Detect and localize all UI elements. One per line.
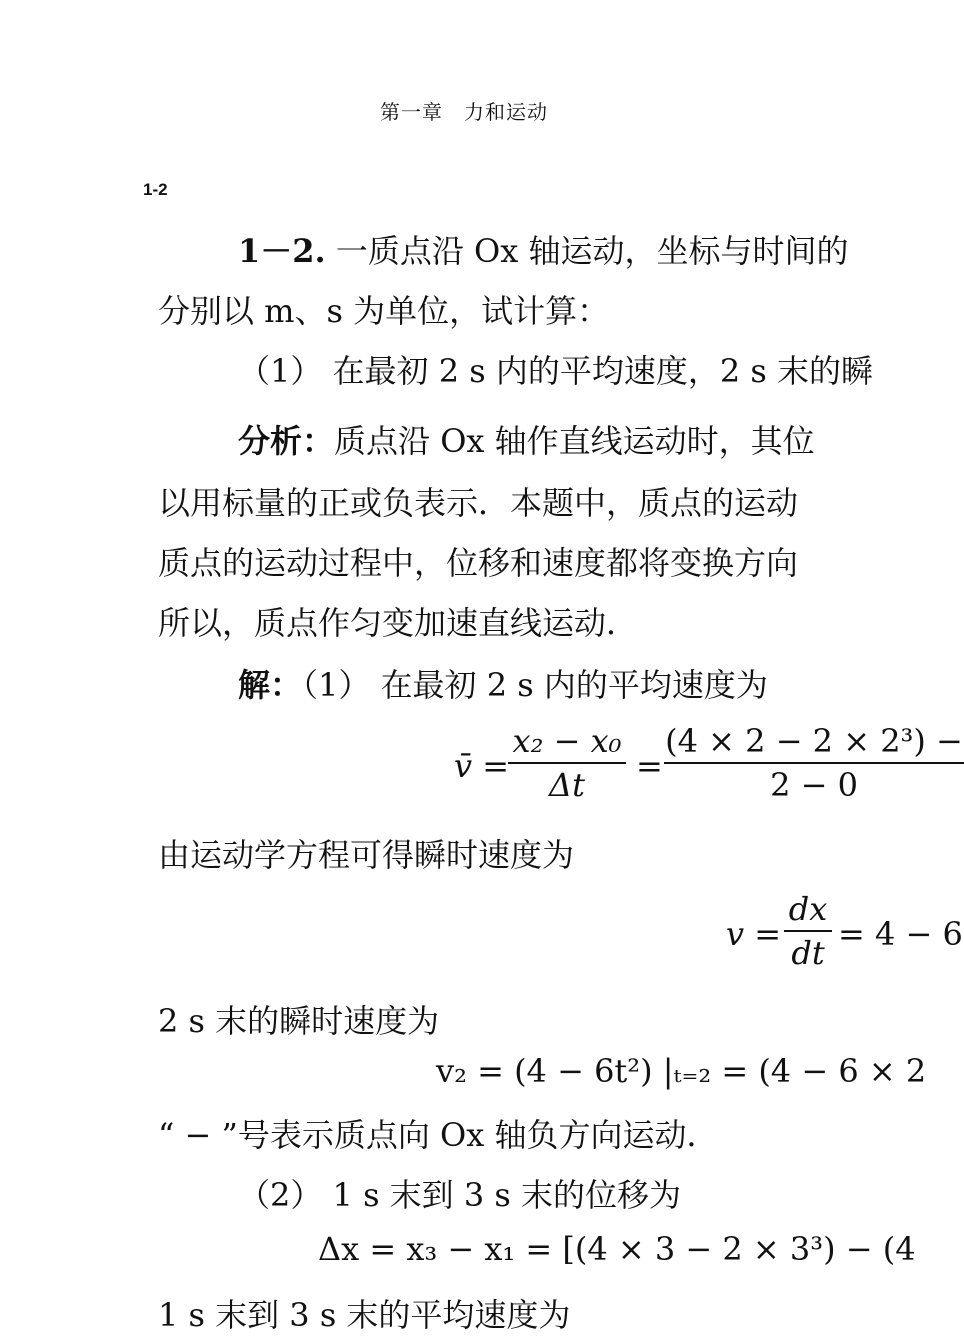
eq3: v₂ = (4 − 6t²) |ₜ₌₂ = (4 − 6 × 2 <box>436 1052 927 1090</box>
analysis-line-4: 所以，质点作匀变加速直线运动． <box>158 604 639 642</box>
eq1-fraction-bar-2 <box>664 762 964 764</box>
solution-text-5: 1 s 末到 3 s 末的平均速度为 <box>158 1296 571 1334</box>
solution-step-2: （2） 1 s 末到 3 s 末的位移为 <box>238 1176 681 1214</box>
eq2-fraction <box>784 890 832 972</box>
eq1-equals: = <box>636 747 663 785</box>
analysis-label: 分析： <box>238 422 335 460</box>
solution-label: 解： <box>238 666 303 704</box>
problem-line-1 <box>238 226 849 272</box>
analysis-line-3: 质点的运动过程中，位移和速度都将变换方向 <box>158 544 799 582</box>
eq4: Δx = x₃ − x₁ = [(4 × 3 − 2 × 3³) − (4 <box>318 1230 916 1268</box>
problem-text-1: 一质点沿 Ox 轴运动，坐标与时间的 <box>335 232 849 270</box>
problem-number: 1－2. <box>238 232 326 270</box>
eq1-fraction-1 <box>508 722 626 804</box>
eq1-denominator: Δt <box>549 766 585 804</box>
eq2-numerator: dx <box>788 890 828 928</box>
eq1-lhs: v̄ = <box>454 747 510 785</box>
eq1-numerator-2: (4 × 2 − 2 × 2³) − <box>665 722 963 760</box>
eq2-fraction-bar <box>784 930 832 932</box>
analysis-line-1 <box>238 416 815 462</box>
eq2-rhs: = 4 − 6 <box>838 915 963 953</box>
chapter-header: 第一章 力和运动 <box>380 100 548 124</box>
eq1-fraction-2 <box>664 722 964 804</box>
solution-line-1 <box>238 660 768 706</box>
solution-text-4: “ − ”号表示质点向 Ox 轴负方向运动． <box>158 1116 719 1154</box>
question-1: （1） 在最初 2 s 内的平均速度，2 s 末的瞬 <box>238 352 873 390</box>
solution-step-1: （1） 在最初 2 s 内的平均速度为 <box>302 666 768 704</box>
eq2-lhs: v = <box>726 915 782 953</box>
problem-line-2: 分别以 m、s 为单位，试计算： <box>158 292 610 330</box>
solution-text-2: 由运动学方程可得瞬时速度为 <box>158 836 575 874</box>
solution-text-3: 2 s 末的瞬时速度为 <box>158 1002 440 1040</box>
eq1-denominator-2: 2 − 0 <box>770 766 858 804</box>
page-number: 1-2 <box>143 180 168 199</box>
analysis-text-1: 质点沿 Ox 轴作直线运动时，其位 <box>334 422 815 460</box>
eq2-denominator: dt <box>791 934 825 972</box>
analysis-line-2: 以用标量的正或负表示．本题中，质点的运动 <box>158 484 799 522</box>
eq1-numerator: x₂ − x₀ <box>512 722 622 760</box>
eq1-fraction-bar <box>508 762 626 764</box>
